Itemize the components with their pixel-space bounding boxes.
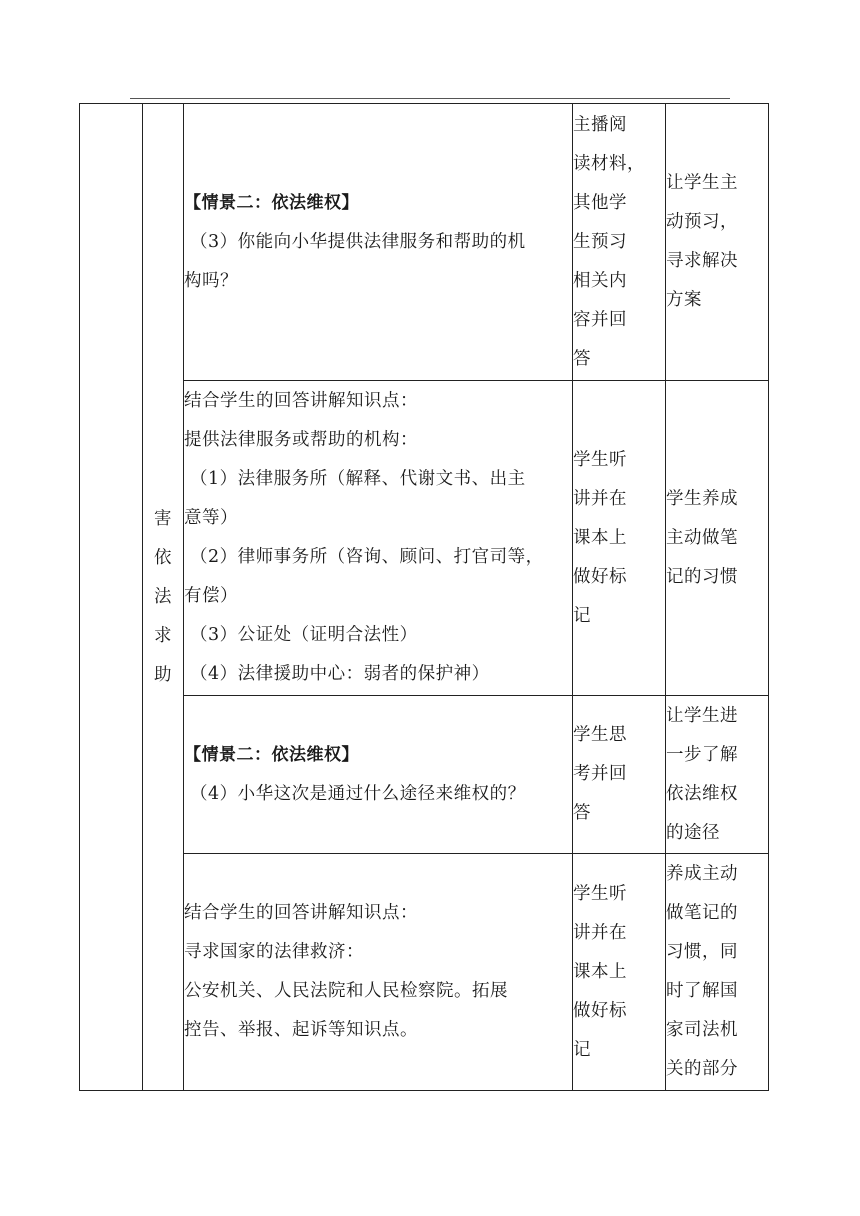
student-text: 讲并在	[573, 488, 627, 509]
student-text: 相关内	[573, 270, 627, 291]
student-text: 答	[573, 348, 591, 369]
intent-text: 养成主动	[666, 864, 738, 884]
section-char: 助	[154, 664, 172, 685]
section-char: 求	[154, 625, 172, 646]
intent-text: 动预习，	[666, 212, 738, 232]
knowledge-text: 结合学生的回答讲解知识点：	[184, 391, 418, 411]
teacher-activity-cell	[184, 104, 573, 381]
intent-text: 一步了解	[666, 744, 738, 765]
student-text: 记	[573, 1039, 591, 1060]
intent-text: 做笔记的	[666, 903, 738, 923]
student-text: 课本上	[573, 961, 627, 982]
section-char: 依	[154, 547, 172, 568]
teacher-activity-cell	[184, 696, 573, 854]
student-activity-cell	[573, 381, 666, 696]
student-text: 学生听	[573, 883, 627, 904]
knowledge-text: 有偿）	[184, 586, 238, 606]
design-intent-cell	[666, 854, 769, 1091]
design-intent-cell	[666, 696, 769, 854]
student-text: 容并回	[573, 309, 627, 330]
table-row	[80, 381, 769, 696]
student-text: 做好标	[573, 1000, 627, 1021]
knowledge-text: （2）律师事务所（咨询、顾问、打官司等，	[190, 547, 544, 567]
design-intent-cell	[666, 381, 769, 696]
intent-text: 寻求解决	[666, 251, 738, 271]
intent-text: 记的习惯	[666, 566, 738, 587]
student-text: 答	[573, 803, 591, 823]
question-text: （4）小华这次是通过什么途径来维权的？	[190, 783, 526, 804]
scenario-heading: 【情景二：依法维权】	[184, 744, 359, 765]
intent-text: 主动做笔	[666, 527, 738, 548]
intent-text: 的途径	[666, 822, 720, 843]
lesson-plan-table	[79, 103, 769, 1091]
table-row	[80, 104, 769, 381]
knowledge-text: （1）法律服务所（解释、代谢文书、出主	[190, 469, 526, 489]
section-char: 害	[154, 508, 172, 529]
question-text: （3）你能向小华提供法律服务和帮助的机	[190, 231, 526, 252]
knowledge-text: 意等）	[184, 508, 238, 528]
student-text: 学生听	[573, 449, 627, 470]
student-text: 学生思	[573, 725, 627, 745]
knowledge-text: （3）公证处（证明合法性）	[190, 625, 418, 645]
design-intent-cell	[666, 104, 769, 381]
knowledge-text: 寻求国家的法律救济：	[184, 942, 364, 962]
teacher-activity-cell	[184, 381, 573, 696]
student-text: 课本上	[573, 527, 627, 548]
student-text: 记	[573, 605, 591, 626]
question-text: 构吗？	[184, 270, 238, 291]
student-text: 讲并在	[573, 922, 627, 943]
intent-text: 方案	[666, 290, 702, 310]
intent-text: 学生养成	[666, 488, 738, 509]
intent-text: 时了解国	[666, 981, 738, 1001]
intent-text: 依法维权	[666, 783, 738, 804]
knowledge-text: （4）法律援助中心：弱者的保护神）	[190, 664, 490, 684]
scenario-heading: 【情景二：依法维权】	[184, 192, 359, 213]
student-activity-cell	[573, 854, 666, 1091]
intent-text: 让学生进	[666, 705, 738, 726]
intent-text: 习惯，同	[666, 942, 738, 962]
intent-text: 家司法机	[666, 1020, 738, 1040]
teacher-activity-cell	[184, 854, 573, 1091]
section-title-cell	[143, 104, 184, 1091]
knowledge-text: 控告、举报、起诉等知识点。	[184, 1020, 418, 1040]
student-text: 生预习	[573, 231, 627, 252]
knowledge-text: 公安机关、人民法院和人民检察院。拓展	[184, 981, 508, 1001]
knowledge-text: 结合学生的回答讲解知识点：	[184, 903, 418, 923]
student-text: 其他学	[573, 192, 627, 213]
table-row	[80, 696, 769, 854]
knowledge-text: 提供法律服务或帮助的机构：	[184, 430, 418, 450]
header-rule	[130, 98, 730, 99]
student-text: 读材料，	[573, 153, 645, 174]
intent-text: 让学生主	[666, 173, 738, 193]
student-text: 做好标	[573, 566, 627, 587]
student-text: 主播阅	[573, 114, 627, 135]
student-text: 考并回	[573, 764, 627, 784]
stage-column-cell	[80, 104, 143, 1091]
student-activity-cell	[573, 104, 666, 381]
student-activity-cell	[573, 696, 666, 854]
table-row	[80, 854, 769, 1091]
section-char: 法	[154, 586, 172, 607]
intent-text: 关的部分	[666, 1059, 738, 1079]
